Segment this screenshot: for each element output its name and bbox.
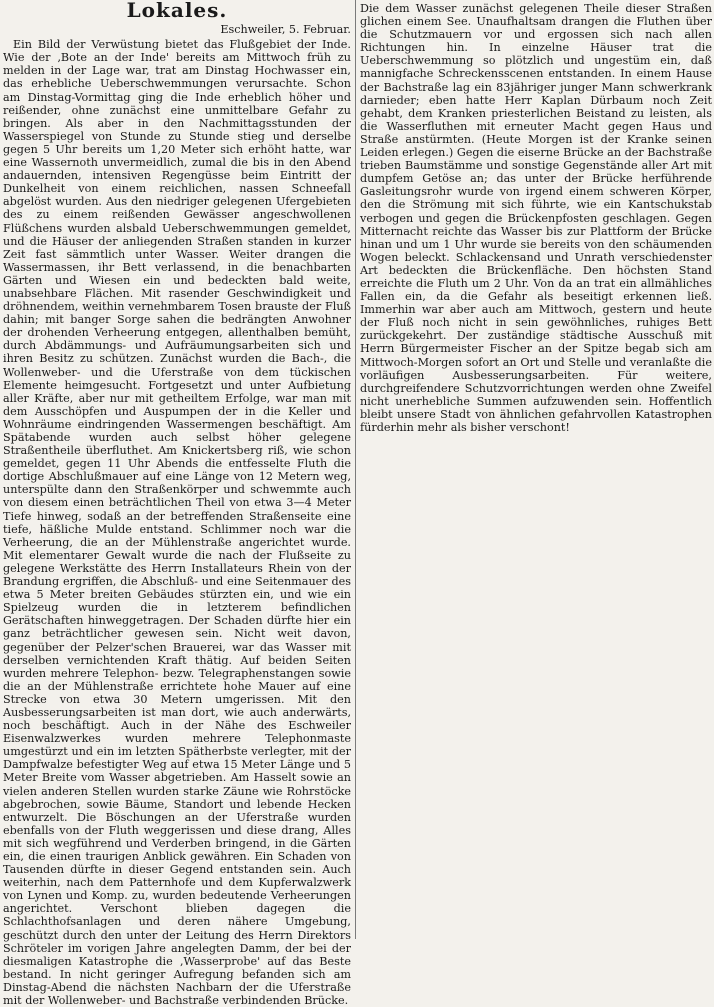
- article-heading: Lokales.: [126, 0, 228, 22]
- article-dateline: Eschweiler, 5. Februar.: [220, 23, 351, 37]
- article-left-column: [3, 0, 351, 1007]
- article-body-right: Die dem Wasser zunächst gelegenen Theile dieser Straßen glichen einem See. Unaufhaltsam drangen die Fluthen über die Schutzmauern vor und ergossen sich nach allen Richtungen hin. In einzelne Häuser trat die Ueberschwemmung so plötzlich und ungestüm ein, daß mannigfache Schreckensscenen entstanden. In einem Hause der Bachstraße lag ein 83jähriger junger Mann schwerkrank darnieder; eben hatte Herr Kaplan Dürbaum noch Zeit gehabt, dem Kranken priesterlichen Beistand zu leisten, als die Wasserfluthen mit erneuter Macht gegen Haus und Straße anstürmten. (Heute Morgen ist der Kranke seinen Leiden erlegen.) Gegen die eiserne Brücke an der Bachstraße trieben Baumstämme und sonstige Gegenstände aller Art mit dumpfem Getöse an; das unter der Brücke herführende Gasleitungsrohr wurde von irgend einem schweren Körper, den die Strömung mit sich führte, wie ein Kantschukstab verbogen und gegen die Brückenpfosten geschlagen. Gegen Mitternacht reichte das Wasser bis zur Plattform der Brücke hinan und um 1 Uhr wurde sie bereits von den schäumenden Wogen beleckt. Schlackensand und Unrath verschiedenster Art bedeckten die Brückenfläche. Den höchsten Stand erreichte die Fluth um 2 Uhr. Von da an trat ein allmähliches Fallen ein, da die Gefahr als beseitigt erkennen ließ. Immerhin war aber auch am Mittwoch, gestern und heute der Fluß noch nicht in sein gewöhnliches, ruhiges Bett zurückgekehrt. Der zuständige städtische Ausschuß mit Herrn Bürgermeister Fischer an der Spitze begab sich am Mittwoch-Morgen sofort an Ort und Stelle und veranlaßte die vorläufigen Ausbesserungsarbeiten. Für weitere, durchgreifendere Schutzvorrichtungen werden ohne Zweifel nicht unerhebliche Summen aufzuwenden sein. Hoffentlich bleibt unsere Stadt von ähnlichen gefahrvollen Katastrophen fürderhin mehr als bisher verschont!: [360, 2, 712, 434]
- article-right-column: [360, 2, 712, 434]
- article-body-left: Ein Bild der Verwüstung bietet das Flußgebiet der Inde. Wie der ‚Bote an der Inde' bereits am Mittwoch früh zu melden in der Lage war, trat am Dinstag Hochwasser ein, das erhebliche Ueberschwemmungen verursachte. Schon am Dinstag-Vormittag ging die Inde erheblich höher und reißender, ohne zunächst eine unmittelbare Gefahr zu bringen. Als aber in den Nachmittagsstunden der Wasserspiegel von Stunde zu Stunde stieg und derselbe gegen 5 Uhr bereits um 1,20 Meter sich erhöht hatte, war eine Wassernoth unvermeidlich, zumal die bis in den Abend andauernden, intensiven Regengüsse beim Eintritt der Dunkelheit von einem reichlichen, nassen Schneefall abgelöst wurden. Aus den niedriger gelegenen Ufergebieten des zu einem reißenden Gewässer angeschwollenen Flüßchens wurden alsbald Ueberschwemmungen gemeldet, und die Häuser der anliegenden Straßen standen in kurzer Zeit fast sämmtlich unter Wasser. Weiter drangen die Wassermassen, ihr Bett verlassend, in die benachbarten Gärten und Wiesen ein und bedeckten bald weite, unabsehbare Flächen. Mit rasender Geschwindigkeit und dröhnendem, weithin vernehmbarem Tosen brauste der Fluß dahin; mit banger Sorge sahen die bedrängten Anwohner der drohenden Verheerung entgegen, allenthalben bemüht, durch Abdämmungs- und Aufräumungsarbeiten sich und ihren Besitz zu schützen. Zunächst wurden die Bach-, die Wollenweber- und die Uferstraße von dem tückischen Elemente heimgesucht. Fortgesetzt und unter Aufbietung aller Kräfte, aber nur mit getheiltem Erfolge, war man mit dem Ausschöpfen und Auspumpen der in die Keller und Wohnräume eindringenden Wassermengen beschäftigt. Am Spätabende wurden auch selbst höher gelegene Straßentheile überfluthet. Am Knickertsberg riß, wie schon gemeldet, gegen 11 Uhr Abends die entfesselte Fluth die dortige Abschlußmauer auf eine Länge von 12 Metern weg, unterspülte dann den Straßenkörper und schwemmte auch von diesem einen beträchtlichen Theil von etwa 3—4 Meter Tiefe hinweg, sodaß an der betreffenden Straßenseite eine tiefe, häßliche Mulde entstand. Schlimmer noch war die Verheerung, die an der Mühlenstraße angerichtet wurde. Mit elementarer Gewalt wurde die nach der Flußseite zu gelegene Werkstätte des Herrn Installateurs Rhein von der Brandung ergriffen, die Abschluß- und eine Seitenmauer des etwa 5 Meter breiten Gebäudes stürzten ein, und wie ein Spielzeug wurden die in letzterem befindlichen Gerätschaften hinweggetragen. Der Schaden dürfte hier ein ganz beträchtlicher gewesen sein. Nicht weit davon, gegenüber der Pelzer'schen Brauerei, war das Wasser mit derselben vernichtenden Kraft thätig. Auf beiden Seiten wurden mehrere Telephon- bezw. Telegraphenstangen sowie die an der Mühlenstraße errichtete hohe Mauer auf eine Strecke von etwa 30 Metern umgerissen. Mit den Ausbesserungsarbeiten ist man dort, wie auch anderwärts, noch beschäftigt. Auch in der Nähe des Eschweiler Eisenwalzwerkes wurden mehrere Telephonmaste umgestürzt und ein im letzten Spätherbste verlegter, mit der Dampfwalze befestigter Weg auf etwa 15 Meter Länge und 5 Meter Breite vom Wasser abgetrieben. Am Hasselt sowie an vielen anderen Stellen wurden starke Zäune wie Rohrstöcke abgebrochen, sowie Bäume, Standort und lebende Hecken entwurzelt. Die Böschungen an der Uferstraße wurden ebenfalls von der Fluth weggerissen und diese drang, Alles mit sich wegführend und Verderben bringend, in die Gärten ein, die einen traurigen Anblick gewähren. Ein Schaden von Tausenden dürfte in dieser Gegend entstanden sein. Auch weiterhin, nach dem Patternhofe und dem Kupferwalzwerk von Lynen und Komp. zu, wurden bedeutende Verheerungen angerichtet. Verschont blieben dagegen die Schlachthofsanlagen und deren nähere Umgebung, geschützt durch den unter der Leitung des Herrn Direktors Schröteler im vorigen Jahre angelegten Damm, der bei der diesmaligen Katastrophe die ‚Wasserprobe' auf das Beste bestand. In nicht geringer Aufregung befanden sich am Dinstag-Abend die nächsten Nachbarn der die Uferstraße mit der Wollenweber- und Bachstraße verbindenden Brücke.: [3, 38, 351, 1007]
- column-divider: [355, 0, 356, 939]
